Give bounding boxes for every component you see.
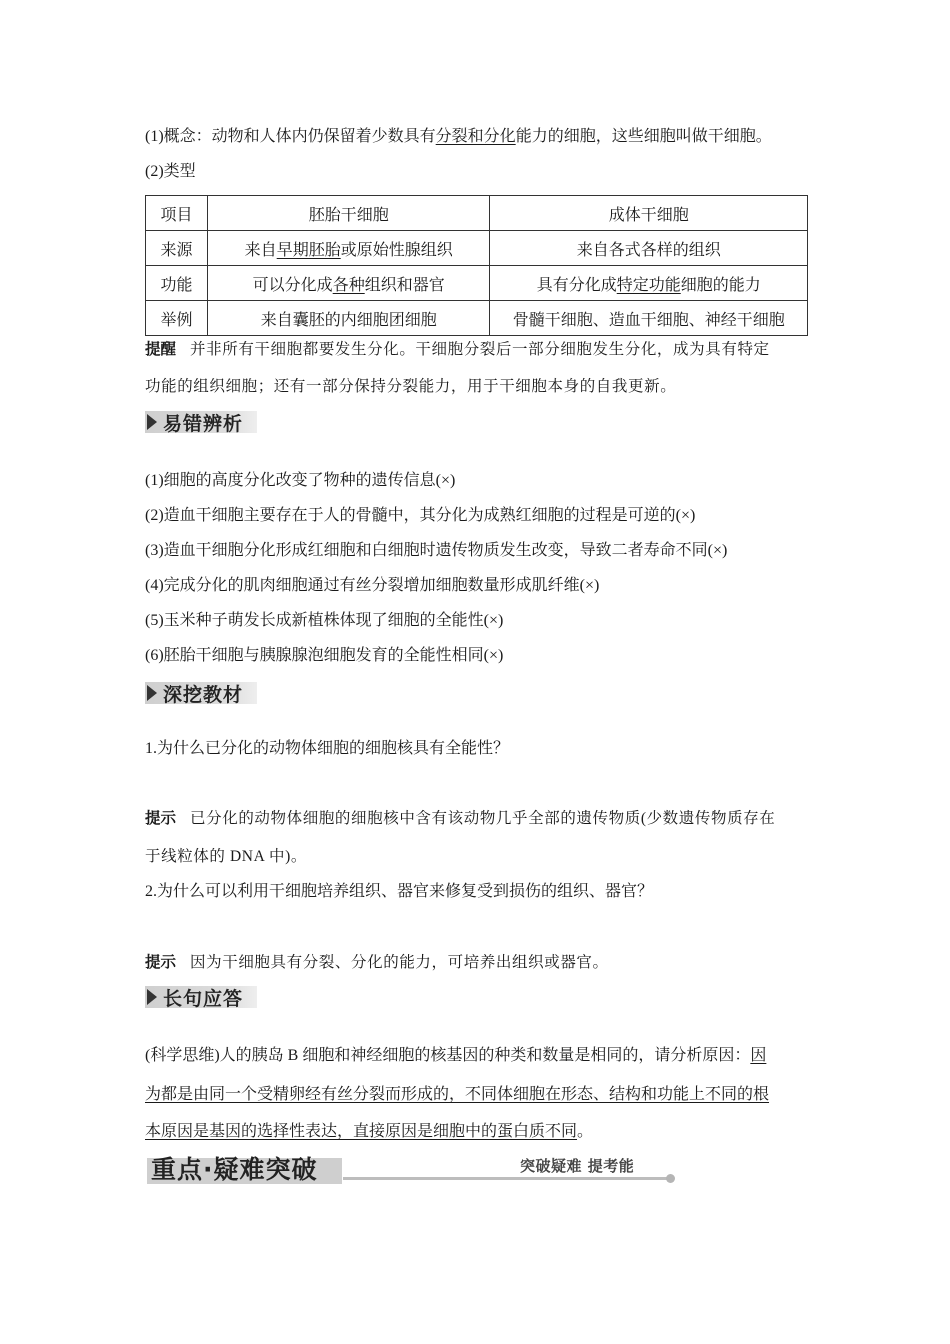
cell-text: 或原始性腺组织 — [340, 241, 453, 259]
table-cell: 骨髓干细胞、造血干细胞、神经干细胞 — [490, 301, 808, 336]
banner-rule — [343, 1177, 669, 1180]
table-cell: 来源 — [146, 231, 208, 266]
section-title: 深挖教材 — [163, 684, 244, 706]
table-row — [146, 266, 808, 301]
table-cell: 功能 — [146, 266, 208, 301]
error-item: (3)造血干细胞分化形成红细胞和白细胞时遗传物质发生改变，导致二者寿命不同(×) — [145, 542, 728, 559]
table-cell — [207, 266, 490, 301]
triangle-icon — [147, 989, 157, 1005]
table-cell: 来自各式各样的组织 — [490, 231, 808, 266]
table-header-cell: 项目 — [146, 196, 208, 231]
table-header-cell: 成体干细胞 — [490, 196, 808, 231]
banner-subtitle: 突破疑难 提考能 — [520, 1157, 635, 1175]
hint-label: 提示 — [145, 810, 177, 827]
banner-dot-icon — [666, 1174, 675, 1183]
long-answer-line-3 — [145, 1122, 593, 1142]
types-heading: (2)类型 — [145, 163, 196, 180]
hint-2-line-1 — [145, 953, 609, 973]
table-row — [146, 196, 808, 231]
reminder-label: 提醒 — [145, 341, 177, 358]
section-banner-key-points — [145, 1150, 675, 1184]
section-title: 长句应答 — [163, 988, 244, 1010]
hint-label: 提示 — [145, 954, 177, 971]
reminder-line-2: 功能的组织细胞；还有一部分保持分裂能力，用于干细胞本身的自我更新。 — [145, 378, 677, 395]
table-cell: 来自囊胚的内细胞团细胞 — [207, 301, 490, 336]
cell-text: 可以分化成 — [252, 276, 333, 294]
table-row — [146, 301, 808, 336]
table-cell — [490, 266, 808, 301]
concept-prefix: (1)概念：动物和人体内仍保留着少数具有 — [145, 128, 436, 145]
long-answer-lead: (科学思维)人的胰岛 B 细胞和神经细胞的核基因的种类和数量是相同的，请分析原因： — [145, 1047, 751, 1064]
section-head-errors — [145, 411, 257, 433]
long-answer-blank: 为都是由同一个受精卵经有丝分裂而形成的，不同体细胞在形态、结构和功能上不同的根 — [145, 1086, 770, 1103]
table-row — [146, 231, 808, 266]
question-2: 2.为什么可以利用干细胞培养组织、器官来修复受到损伤的组织、器官？ — [145, 883, 654, 900]
long-answer-line-2 — [145, 1085, 769, 1105]
hint-text: 因为干细胞具有分裂、分化的能力，可培养出组织或器官。 — [190, 954, 609, 971]
triangle-icon — [147, 685, 157, 701]
long-answer-blank: 因 — [750, 1047, 767, 1064]
error-item: (1)细胞的高度分化改变了物种的遗传信息(×) — [145, 472, 456, 489]
cell-blank: 特定功能 — [616, 276, 681, 294]
concept-blank: 分裂和分化 — [435, 128, 516, 145]
concept-suffix: 能力的细胞，这些细胞叫做干细胞。 — [515, 128, 772, 145]
long-answer-end: 。 — [577, 1123, 594, 1140]
long-answer-line-1 — [145, 1046, 766, 1066]
hint-1-line-2: 于线粒体的 DNA 中)。 — [145, 848, 307, 865]
concept-line — [145, 127, 772, 147]
section-head-long-answer — [145, 986, 257, 1008]
cell-text: 细胞的能力 — [680, 276, 761, 294]
table-header-cell: 胚胎干细胞 — [207, 196, 490, 231]
error-item: (4)完成分化的肌肉细胞通过有丝分裂增加细胞数量形成肌纤维(×) — [145, 577, 600, 594]
hint-text: 已分化的动物体细胞的细胞核中含有该动物几乎全部的遗传物质(少数遗传物质存在 — [190, 810, 776, 827]
hint-1-line-1 — [145, 809, 775, 829]
cell-blank: 早期胚胎 — [276, 241, 341, 259]
cell-text: 组织和器官 — [364, 276, 445, 294]
stem-cell-table — [145, 195, 808, 336]
section-head-textbook — [145, 682, 257, 704]
table-cell — [207, 231, 490, 266]
banner-title: 重点·疑难突破 — [151, 1155, 318, 1184]
cell-text: 来自 — [244, 241, 277, 259]
reminder-line-1 — [145, 340, 770, 360]
error-item: (2)造血干细胞主要存在于人的骨髓中，其分化为成熟红细胞的过程是可逆的(×) — [145, 507, 696, 524]
section-title: 易错辨析 — [163, 413, 244, 435]
cell-text: 具有分化成 — [536, 276, 617, 294]
table-cell: 举例 — [146, 301, 208, 336]
cell-blank: 各种 — [332, 276, 365, 294]
error-item: (6)胚胎干细胞与胰腺腺泡细胞发育的全能性相同(×) — [145, 647, 504, 664]
reminder-text: 并非所有干细胞都要发生分化。干细胞分裂后一部分细胞发生分化，成为具有特定 — [190, 341, 770, 358]
long-answer-blank: 本原因是基因的选择性表达，直接原因是细胞中的蛋白质不同 — [145, 1123, 578, 1140]
error-item: (5)玉米种子萌发长成新植株体现了细胞的全能性(×) — [145, 612, 504, 629]
question-1: 1.为什么已分化的动物体细胞的细胞核具有全能性？ — [145, 740, 510, 757]
triangle-icon — [147, 414, 157, 430]
